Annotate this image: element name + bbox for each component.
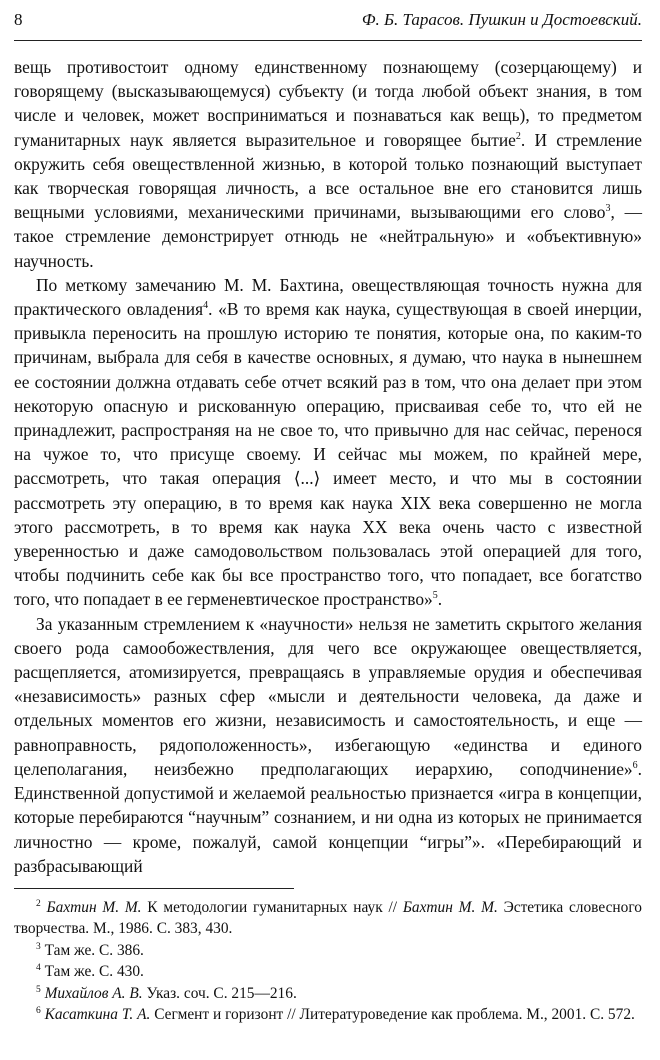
paragraph-text: вещь противостоит одному единственному познающему (созерцающему) и говорящему (высказывающемуся) субъекту (и тогда любой объект знания, в том числе и человек, может восприниматься и познаваться как вещь), то предметом гуманитарных наук является выразительное и говорящее бытие xyxy=(14,57,642,150)
running-title: Ф. Б. Тарасов. Пушкин и Достоевский. xyxy=(361,10,642,29)
footnote-text: Сегмент и горизонт // Литературоведение как проблема. М., 2001. С. 572. xyxy=(150,1006,635,1024)
document-page xyxy=(14,0,642,1026)
footnote-ref: 5 xyxy=(432,590,438,602)
footnote-text: Там же. С. 430. xyxy=(40,963,144,981)
footnote-author: Бахтин М. М. xyxy=(46,898,142,916)
page-number: 8 xyxy=(14,10,23,29)
footnote-number: 2 xyxy=(36,898,41,909)
footnote-text: Там же. С. 386. xyxy=(40,941,144,959)
paragraph-text: , — такое стремление демонстрирует отнюдь не «нейтральную» и «объективную» научность. xyxy=(14,202,642,271)
paragraph-text: . xyxy=(437,589,443,610)
footnote-number: 5 xyxy=(36,984,41,995)
footnote-5 xyxy=(14,983,642,1005)
paragraph-text: По меткому замечанию М. М. Бахтина, овеществляющая точность нужна для практического овладения xyxy=(14,274,642,320)
footnote-text: Указ. соч. С. 215—216. xyxy=(142,984,297,1002)
paragraph-text: . Единственной допустимой и желаемой реальностью признается «игра в концепции, которые перебираются “научным” сознанием, и ни одна из которых не принимается личностно — кроме, пожалуй, самой концепции “игры”». «Перебирающий и разбрасывающий xyxy=(14,758,642,876)
footnote-ref: 3 xyxy=(605,203,611,215)
footnote-author: Касаткина Т. А. xyxy=(44,1006,151,1024)
footnote-text: Эстетика словесного творчества. М., 1986. С. 383, 430. xyxy=(14,898,642,938)
paragraph-3 xyxy=(14,612,642,878)
footnote-author: Михайлов А. В. xyxy=(44,984,143,1002)
paragraph-text: За указанным стремлением к «научности» нельзя не заметить скрытого желания своего рода самообожествления, для чего все окружающее овеществляется, расщепляется, атомизируется, превращаясь в управляемые орудия и обеспечивая «независимость» разных сфер «мысли и деятельности человека, да даже и отдельных моментов его жизни, независимость и самостоятельность, и еще — равноправность, рядоположенность», избегающую «единства и единого целеполагания, неизбежно предполагающих иерархию, соподчинение» xyxy=(14,613,642,779)
footnote-author: Бахтин М. М. xyxy=(402,898,498,916)
footnote-number: 6 xyxy=(36,1006,41,1017)
paragraph-2 xyxy=(14,273,642,612)
footnote-ref: 2 xyxy=(515,130,521,142)
paragraph-1 xyxy=(14,55,642,273)
footnote-4 xyxy=(14,961,642,983)
footnote-ref: 4 xyxy=(203,300,209,312)
footnote-number: 3 xyxy=(36,941,41,952)
main-text xyxy=(14,55,642,878)
footnote-text: К методологии гуманитарных наук // xyxy=(141,898,403,916)
footnote-divider xyxy=(14,888,294,889)
footnote-number: 4 xyxy=(36,963,41,974)
paragraph-text: . И стремление окружить себя овеществленной жизнью, в которой только познающий выступает как творческая говорящая личность, а все остальное вне его становится лишь вещными условиями, механическими причинами, вызывающими его слово xyxy=(14,129,642,223)
footnote-3 xyxy=(14,940,642,962)
footnote-2 xyxy=(14,897,642,940)
page-header xyxy=(14,6,642,41)
footnote-ref: 6 xyxy=(632,760,638,772)
footnotes xyxy=(14,897,642,1026)
footnote-6 xyxy=(14,1004,642,1026)
paragraph-text: . «В то время как наука, существующая в своей инерции, привыкла переносить на прошлую историю те понятия, которые она, по каким-то причинам, выбрала для себя в качестве основных, я думаю, что наука в нынешнем ее состоянии должна отдавать себе отчет всякий раз в том, что она делает при этом некоторую опасную и рискованную операцию, присваивая себе то, что ей не принадлежит, распространяя на не свое то, что привычно для нас сейчас, перенося на чужое то, что присуще своему. И сейчас мы можем, по крайней мере, рассмотреть, что такая операция ⟨...⟩ имеет место, и что мы в состоянии рассмотреть эту операцию, в то время как наука XIX века совершенно не могла этого рассмотреть, в то время как наука XX века очень часто с известной уверенностью и даже самодовольством пользовалась этой операцией для того, чтобы подчинить себе как бы все пространство того, что попадает, все богатство того, что попадает в ее герменевтическое пространство» xyxy=(14,299,642,610)
